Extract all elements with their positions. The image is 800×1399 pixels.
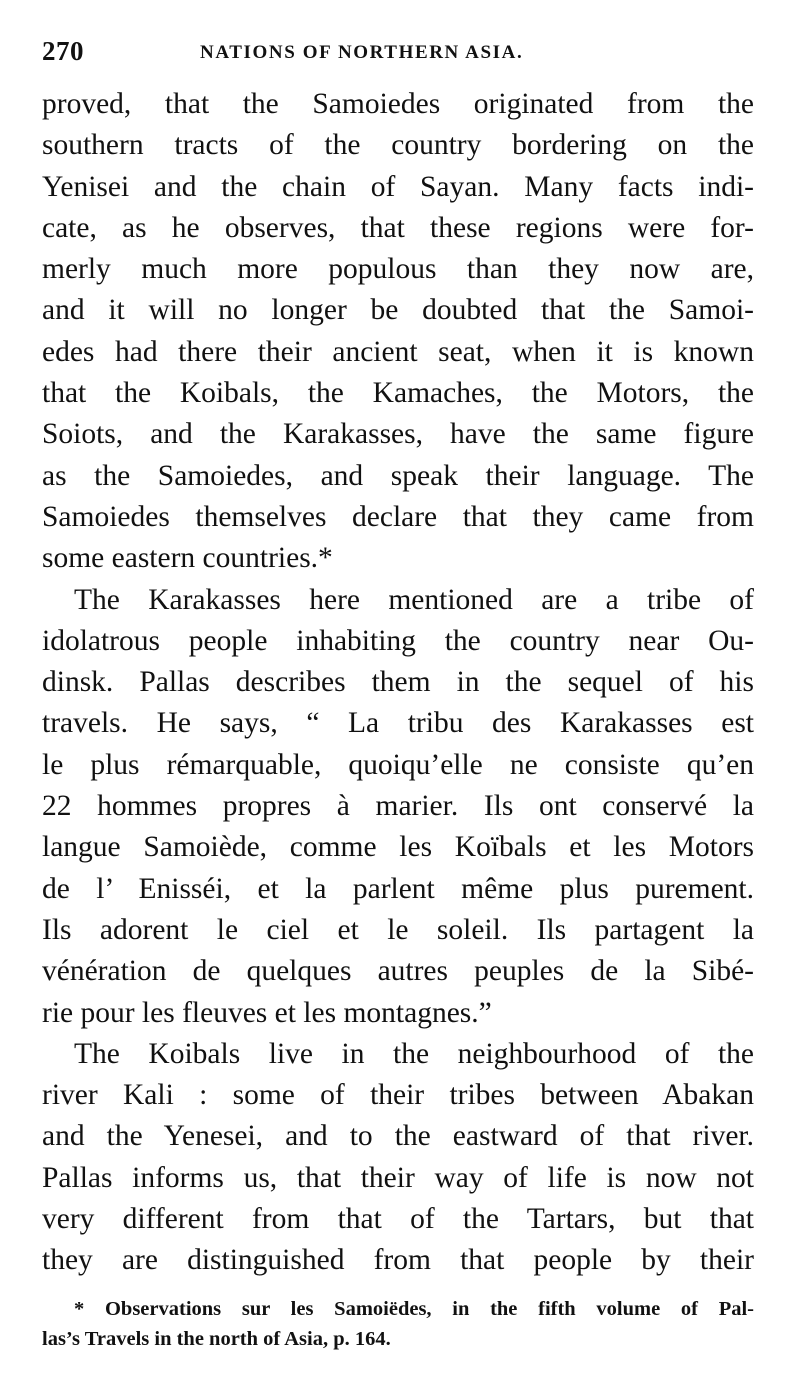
text-line: very different from that of the Tartars, but that: [42, 1203, 754, 1236]
text-line: river Kali : some of their tribes between Abakan: [42, 1079, 754, 1112]
text-line: vénération de quelques autres peuples de la Sibé-: [42, 955, 754, 988]
running-title: NATIONS OF NORTHERN ASIA.: [200, 42, 524, 63]
paragraph-start-line: The Karakasses here mentioned are a tribe of: [74, 583, 754, 616]
text-line: dinsk. Pallas describes them in the sequel of his: [42, 666, 754, 699]
text-line: and the Yenesei, and to the eastward of that river.: [42, 1120, 754, 1153]
text-line: and it will no longer be doubted that the Samoi-: [42, 294, 754, 327]
page-number: 270: [42, 36, 84, 66]
text-line: Samoiedes themselves declare that they came from: [42, 500, 754, 533]
text-line: rie pour les fleuves et les montagnes.”: [42, 996, 492, 1029]
text-line: proved, that the Samoiedes originated from the: [42, 88, 754, 120]
text-line: Soiots, and the Karakasses, have the same figure: [42, 418, 754, 451]
page-header: [42, 30, 762, 74]
text-line: edes had there their ancient seat, when it is known: [42, 335, 754, 368]
text-line: Pallas informs us, that their way of life is now not: [42, 1161, 754, 1194]
text-line: 22 hommes propres à marier. Ils ont conservé la: [42, 790, 754, 823]
text-line: Yenisei and the chain of Sayan. Many facts indi-: [42, 170, 754, 203]
text-line: that the Koibals, the Kamaches, the Motors, the: [42, 377, 754, 410]
footnote-line: * Observations sur les Samoiëdes, in the fifth volume of Pal-: [74, 1298, 754, 1320]
text-line: cate, as he observes, that these regions were for-: [42, 211, 754, 244]
text-line: southern tracts of the country bordering on the: [42, 129, 754, 162]
footnote-line: las’s Travels in the north of Asia, p. 164.: [42, 1328, 391, 1350]
paragraph-start-line: The Koibals live in the neighbourhood of the: [74, 1037, 754, 1070]
body-text: [42, 84, 754, 1282]
text-line: as the Samoiedes, and speak their language. The: [42, 459, 754, 492]
text-line: merly much more populous than they now are,: [42, 253, 754, 286]
text-line: langue Samoiède, comme les Koïbals et les Motors: [42, 831, 754, 864]
text-line: some eastern countries.*: [42, 542, 333, 575]
text-line: de l’ Enisséi, et la parlent même plus purement.: [42, 872, 754, 905]
text-line: they are distinguished from that people by their: [42, 1244, 754, 1277]
text-line: Ils adorent le ciel et le soleil. Ils partagent la: [42, 913, 754, 946]
text-line: idolatrous people inhabiting the country near Ou-: [42, 624, 754, 657]
footnote: [42, 1294, 754, 1354]
text-line: travels. He says, “ La tribu des Karakasses est: [42, 707, 754, 740]
text-line: le plus rémarquable, quoiqu’elle ne consiste qu’en: [42, 748, 754, 781]
